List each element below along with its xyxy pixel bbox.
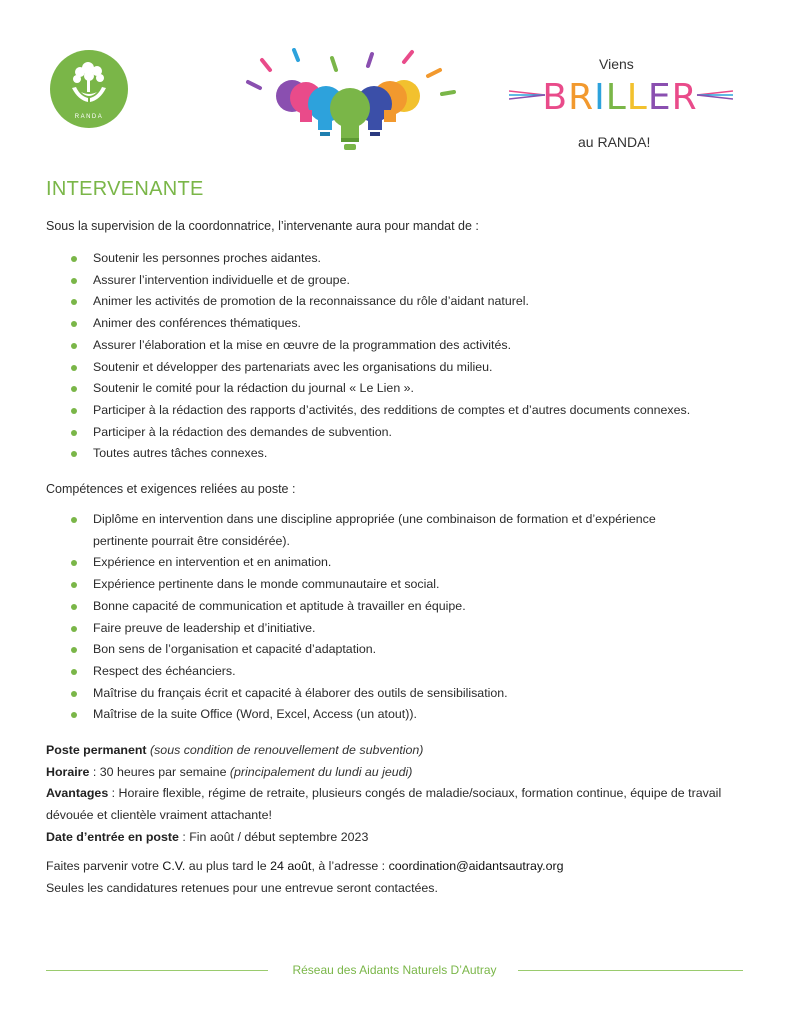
list-item-text: Expérience en intervention et en animation. [93, 555, 332, 570]
randa-logo [50, 50, 128, 128]
list-item-text: Assurer l’intervention individuelle et de groupe. [93, 272, 350, 287]
poste-note: (sous condition de renouvellement de subvention) [149, 743, 424, 757]
avantages-line [46, 783, 746, 826]
list-item-text: Maîtrise du français écrit et capacité à élaborer des outils de sensibilisation. [93, 685, 508, 700]
duties-list [71, 248, 690, 465]
bullet-icon [71, 278, 77, 284]
list-item-text: Expérience pertinente dans le monde communautaire et social. [93, 577, 440, 592]
footer-text: Réseau des Aidants Naturels D’Autray [292, 963, 497, 977]
list-item [71, 509, 711, 552]
list-item [71, 618, 711, 640]
bullet-icon [71, 517, 77, 523]
bullet-icon [71, 604, 77, 610]
bullet-icon [71, 669, 77, 675]
bullet-icon [71, 647, 77, 653]
bullet-icon [71, 299, 77, 305]
list-item [71, 596, 711, 618]
list-item [71, 443, 690, 465]
bullet-icon [71, 712, 77, 718]
footer-line-right [518, 970, 743, 971]
list-item [71, 704, 711, 726]
list-item [71, 291, 690, 313]
deadline-text: 24 août [270, 859, 312, 873]
bullet-icon [71, 365, 77, 371]
tagline-au-randa: au RANDA! [578, 134, 651, 150]
cv-text: C.V. [162, 859, 186, 873]
tagline-viens: Viens [599, 56, 634, 72]
list-item [71, 313, 690, 335]
list-item [71, 248, 690, 270]
bullet-icon [71, 256, 77, 262]
briller-letter: I [594, 77, 606, 118]
list-item-text: Diplôme en intervention dans une discipline appropriée (une combinaison de formation et d’expérience pertinente pourrait être considérée). [93, 512, 656, 548]
list-item-text: Faire preuve de leadership et d’initiative. [93, 620, 316, 635]
closing-text-part: Faites parvenir votre [46, 859, 163, 873]
horaire-note: (principalement du lundi au jeudi) [229, 764, 413, 779]
list-item [71, 422, 690, 444]
date-label: Date d’entrée en poste [46, 829, 179, 844]
list-item-text: Soutenir le comité pour la rédaction du journal « Le Lien ». [93, 381, 414, 396]
selection-note: Seules les candidatures retenues pour une entrevue seront contactées. [46, 881, 438, 895]
list-item [71, 335, 690, 357]
list-item-text: Assurer l’élaboration et la mise en œuvre de la programmation des activités. [93, 337, 512, 352]
horaire-label: Horaire [46, 764, 90, 779]
application-line [46, 855, 564, 877]
list-item [71, 661, 711, 683]
list-item [71, 639, 711, 661]
list-item [71, 683, 711, 705]
list-item-text: Toutes autres tâches connexes. [93, 446, 268, 461]
job-details [46, 740, 746, 849]
briller-letter: L [626, 77, 648, 118]
bullet-icon [71, 626, 77, 632]
avantages-label: Avantages [46, 786, 109, 801]
tagline [505, 55, 735, 155]
list-item [71, 378, 690, 400]
footer [46, 963, 743, 977]
bullet-icon [71, 560, 77, 566]
date-value: : Fin août / début septembre 2023 [178, 829, 369, 844]
bullet-icon [71, 582, 77, 588]
logo-text: RANDA [74, 114, 104, 120]
closing-text-part: , à l’adresse : [311, 859, 389, 873]
briller-letter: R [568, 77, 595, 118]
email-link[interactable]: coordination@aidantsautray.org [388, 859, 564, 873]
horaire-value: : 30 heures par semaine [89, 764, 230, 779]
avantages-value: : Horaire flexible, régime de retraite, plusieurs congés de maladie/sociaux, formation continue, équipe de travail dévouée et clientèle vraiment attachante! [46, 786, 722, 823]
briller-letter: B [542, 77, 569, 118]
list-item-text: Participer à la rédaction des rapports d’activités, des redditions de comptes et d’autres documents connexes. [93, 402, 691, 417]
horaire-line [46, 762, 746, 784]
list-item [71, 400, 690, 422]
list-item-text: Maîtrise de la suite Office (Word, Excel, Access (un atout)). [93, 707, 417, 722]
list-item [71, 552, 711, 574]
poste-label: Poste permanent [46, 743, 147, 757]
list-item-text: Animer des conférences thématiques. [93, 316, 301, 331]
competences-heading: Compétences et exigences reliées au poste : [46, 482, 296, 496]
intro-text: Sous la supervision de la coordonnatrice, l’intervenante aura pour mandat de : [46, 219, 479, 233]
competences-list [71, 509, 711, 726]
job-title: INTERVENANTE [46, 178, 204, 200]
bullet-icon [71, 451, 77, 457]
list-item [71, 357, 690, 379]
list-item-text: Respect des échéanciers. [93, 663, 236, 678]
bullet-icon [71, 321, 77, 327]
lightbulbs-illustration [244, 48, 460, 156]
bullet-icon [71, 691, 77, 697]
list-item [71, 270, 690, 292]
briller-letter: R [671, 77, 698, 118]
closing-text [46, 855, 564, 899]
right-rays-decoration [695, 89, 733, 101]
briller-letter: L [605, 77, 627, 118]
bullet-icon [71, 430, 77, 436]
bullet-icon [71, 408, 77, 414]
list-item-text: Participer à la rédaction des demandes de subvention. [93, 424, 392, 439]
list-item-text: Soutenir les personnes proches aidantes. [93, 251, 321, 265]
list-item [71, 574, 711, 596]
list-item-text: Animer les activités de promotion de la reconnaissance du rôle d’aidant naturel. [93, 294, 529, 309]
bullet-icon [71, 343, 77, 349]
poste-line [46, 740, 746, 762]
bullet-icon [71, 386, 77, 392]
list-item-text: Bon sens de l’organisation et capacité d’adaptation. [93, 642, 377, 657]
closing-text-part: au plus tard le [185, 859, 271, 873]
list-item-text: Soutenir et développer des partenariats avec les organisations du milieu. [93, 359, 493, 374]
date-line [46, 827, 746, 849]
briller-letter: E [647, 77, 672, 118]
list-item-text: Bonne capacité de communication et aptitude à travailler en équipe. [93, 598, 466, 613]
